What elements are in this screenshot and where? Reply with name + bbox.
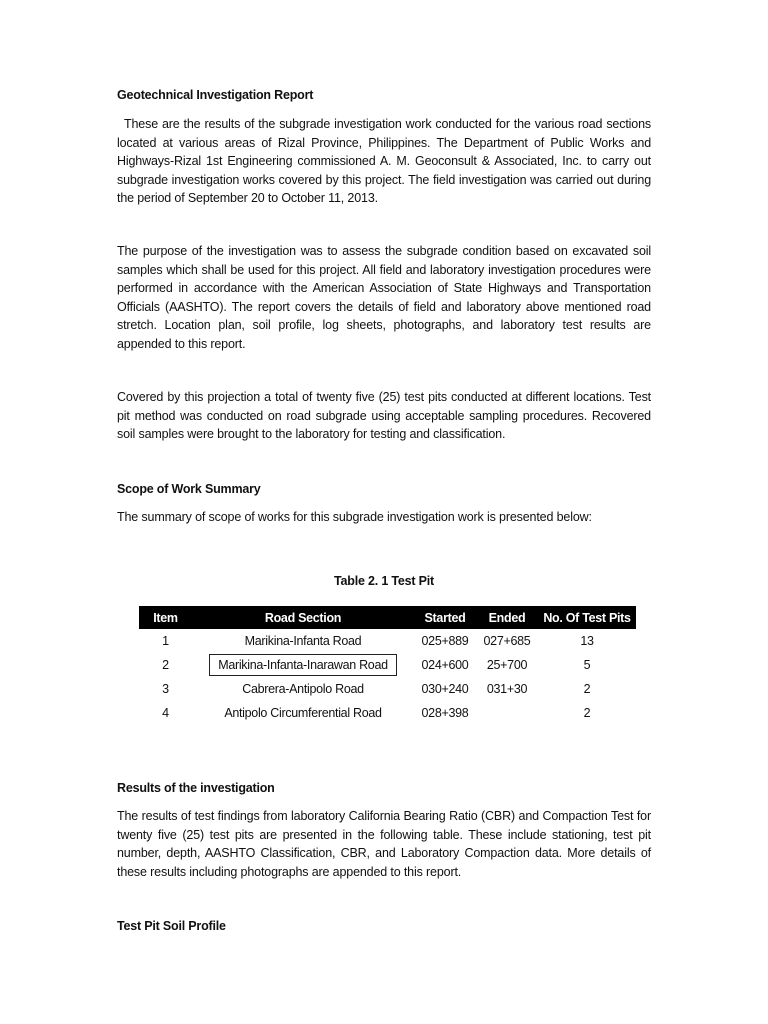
cell-item: 2 <box>162 658 169 672</box>
header-item: Item <box>139 606 192 629</box>
cell-item: 3 <box>162 682 169 696</box>
cell-started: 028+398 <box>421 706 469 720</box>
cell-test-pits: 5 <box>583 658 591 672</box>
cell-road-section <box>192 653 414 677</box>
cell-test-pits: 2 <box>583 706 591 720</box>
cell-started: 024+600 <box>421 658 469 672</box>
header-ended: Ended <box>476 606 538 629</box>
cell-started: 025+889 <box>421 634 469 648</box>
cell-road-section: Marikina-Infanta Road <box>244 634 362 648</box>
cell-ended: 25+700 <box>486 658 528 672</box>
results-heading: Results of the investigation <box>117 781 275 795</box>
test-pits-paragraph: Covered by this projection a total of twenty five (25) test pits conducted at different locations. Test pit method was conducted on road subgrade using acceptable sampling procedures. Recovered soil samples were brought to the laboratory for testing and classification. <box>117 390 651 442</box>
scope-paragraph: The summary of scope of works for this subgrade investigation work is presented below: <box>117 510 592 524</box>
cell-started: 030+240 <box>421 682 469 696</box>
header-road-section: Road Section <box>192 606 414 629</box>
cell-ended <box>476 701 538 725</box>
cell-ended: 027+685 <box>483 634 531 648</box>
table-row <box>139 677 636 701</box>
cell-ended: 031+30 <box>486 682 528 696</box>
report-title: Geotechnical Investigation Report <box>117 88 314 102</box>
scope-heading: Scope of Work Summary <box>117 482 261 496</box>
table-row <box>139 629 636 653</box>
table-row <box>139 701 636 725</box>
header-started: Started <box>414 606 476 629</box>
table-caption: Table 2. 1 Test Pit <box>334 574 434 588</box>
cell-test-pits: 13 <box>580 634 594 648</box>
results-paragraph: The results of test findings from laboratory California Bearing Ratio (CBR) and Compaction Test for twenty five (25) test pits are presented in the following table. These include stationing, test pit number, depth, AASHTO Classification, CBR, and Laboratory Compaction data. More details of these results including photographs are appended to this report. <box>117 809 651 879</box>
table-header-row <box>139 606 636 629</box>
table-row <box>139 653 636 677</box>
selected-cell-text: Marikina-Infanta-Inarawan Road <box>209 654 397 676</box>
intro-paragraph: These are the results of the subgrade investigation work conducted for the various road sections located at various areas of Rizal Province, Philippines. The Department of Public Works and Highways-Rizal 1st Engineering commissioned A. M. Geoconsult & Associated, Inc. to carry out subgrade investigation works covered by this project. The field investigation was carried out during the period of September 20 to October 11, 2013. <box>117 117 651 206</box>
test-pit-table <box>139 606 636 725</box>
cell-item: 1 <box>162 634 169 648</box>
soil-profile-heading: Test Pit Soil Profile <box>117 919 226 933</box>
header-no-of-test-pits: No. Of Test Pits <box>538 606 636 629</box>
cell-road-section: Cabrera-Antipolo Road <box>242 682 364 696</box>
cell-item: 4 <box>162 706 169 720</box>
purpose-paragraph: The purpose of the investigation was to assess the subgrade condition based on excavated soil samples which shall be used for this project. All field and laboratory investigation procedures were performed in accordance with the American Association of State Highways and Transportation Officials (AASHTO). The report covers the details of field and laboratory above mentioned road stretch. Location plan, soil profile, log sheets, photographs, and laboratory test results are appended to this report. <box>117 244 651 351</box>
cell-road-section: Antipolo Circumferential Road <box>224 706 382 720</box>
cell-test-pits: 2 <box>583 682 591 696</box>
